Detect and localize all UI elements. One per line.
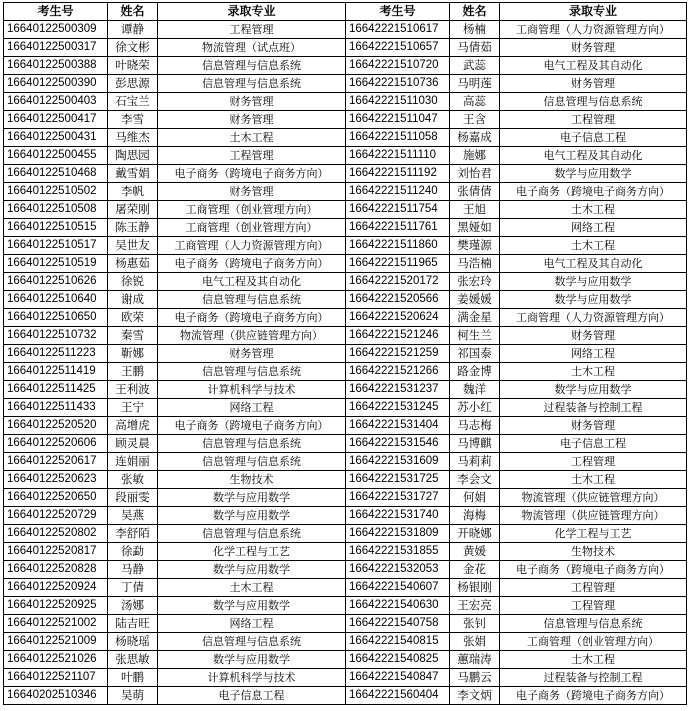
left-student-name-cell: 李帆 <box>108 183 158 201</box>
right-admitted-major-cell: 工程管理 <box>500 579 687 597</box>
left-exam-id-cell: 16640122511425 <box>4 381 108 399</box>
right-student-name-cell: 开晓娜 <box>450 525 500 543</box>
table-row <box>4 561 687 579</box>
table-row <box>4 435 687 453</box>
right-admitted-major-cell: 信息管理与信息系统 <box>500 615 687 633</box>
left-exam-id-cell: 16640122520650 <box>4 489 108 507</box>
left-student-name-cell: 段丽雯 <box>108 489 158 507</box>
table-row <box>4 255 687 273</box>
left-student-name-cell: 谢成 <box>108 291 158 309</box>
right-student-name-cell: 满金星 <box>450 309 500 327</box>
left-exam-id-cell: 16640122511223 <box>4 345 108 363</box>
right-admitted-major-cell: 土木工程 <box>500 651 687 669</box>
left-exam-id-cell: 16640122520828 <box>4 561 108 579</box>
left-student-name-cell: 徐锐 <box>108 273 158 291</box>
left-admitted-major-cell: 工程管理 <box>158 21 346 39</box>
right-student-name-cell: 武蕊 <box>450 57 500 75</box>
right-exam-id-cell: 16642221510657 <box>346 39 450 57</box>
right-admitted-major-cell: 工商管理（创业管理方向） <box>500 633 687 651</box>
left-admitted-major-cell: 信息管理与信息系统 <box>158 435 346 453</box>
left-admitted-major-cell: 信息管理与信息系统 <box>158 363 346 381</box>
left-exam-id-cell: 16640122520924 <box>4 579 108 597</box>
right-student-name-cell: 马鹏云 <box>450 669 500 687</box>
left-exam-id-cell: 16640122500431 <box>4 129 108 147</box>
table-row <box>4 399 687 417</box>
left-admitted-major-cell: 物流管理（试点班） <box>158 39 346 57</box>
left-exam-id-cell: 16640122510626 <box>4 273 108 291</box>
left-exam-id-cell: 16640122510517 <box>4 237 108 255</box>
right-admitted-major-cell: 土木工程 <box>500 363 687 381</box>
right-exam-id-cell: 16642221531404 <box>346 417 450 435</box>
table-row <box>4 309 687 327</box>
left-exam-id-cell: 16640122520925 <box>4 597 108 615</box>
header-name-left: 姓名 <box>108 3 158 21</box>
right-admitted-major-cell: 过程装备与控制工程 <box>500 399 687 417</box>
left-admitted-major-cell: 财务管理 <box>158 93 346 111</box>
right-student-name-cell: 王旭 <box>450 201 500 219</box>
table-row <box>4 579 687 597</box>
right-exam-id-cell: 16642221540847 <box>346 669 450 687</box>
right-student-name-cell: 魏洋 <box>450 381 500 399</box>
left-student-name-cell: 丁倩 <box>108 579 158 597</box>
right-admitted-major-cell: 物流管理（供应链管理方向） <box>500 489 687 507</box>
right-student-name-cell: 柯生兰 <box>450 327 500 345</box>
left-exam-id-cell: 16640122510502 <box>4 183 108 201</box>
right-student-name-cell: 张娟 <box>450 633 500 651</box>
left-student-name-cell: 吴燕 <box>108 507 158 525</box>
left-student-name-cell: 陶思园 <box>108 147 158 165</box>
right-student-name-cell: 张倩倩 <box>450 183 500 201</box>
right-admitted-major-cell: 土木工程 <box>500 237 687 255</box>
left-student-name-cell: 连娟丽 <box>108 453 158 471</box>
left-student-name-cell: 高增虎 <box>108 417 158 435</box>
left-student-name-cell: 屠荣刚 <box>108 201 158 219</box>
left-student-name-cell: 彭思源 <box>108 75 158 93</box>
right-admitted-major-cell: 电气工程及其自动化 <box>500 147 687 165</box>
table-row <box>4 669 687 687</box>
table-row <box>4 687 687 705</box>
right-exam-id-cell: 16642221540607 <box>346 579 450 597</box>
left-admitted-major-cell: 信息管理与信息系统 <box>158 57 346 75</box>
right-admitted-major-cell: 电子信息工程 <box>500 129 687 147</box>
right-admitted-major-cell: 数学与应用数学 <box>500 273 687 291</box>
table-row <box>4 651 687 669</box>
left-student-name-cell: 秦雪 <box>108 327 158 345</box>
left-student-name-cell: 徐勐 <box>108 543 158 561</box>
right-student-name-cell: 张钊 <box>450 615 500 633</box>
left-student-name-cell: 马静 <box>108 561 158 579</box>
header-row <box>4 3 687 21</box>
table-row <box>4 39 687 57</box>
right-student-name-cell: 高蕊 <box>450 93 500 111</box>
left-exam-id-cell: 16640122521009 <box>4 633 108 651</box>
right-admitted-major-cell: 电子商务（跨境电子商务方向） <box>500 687 687 705</box>
left-admitted-major-cell: 数学与应用数学 <box>158 597 346 615</box>
right-admitted-major-cell: 工商管理（人力资源管理方向） <box>500 21 687 39</box>
right-student-name-cell: 祁国泰 <box>450 345 500 363</box>
right-student-name-cell: 杨嘉成 <box>450 129 500 147</box>
left-student-name-cell: 吴萌 <box>108 687 158 705</box>
right-admitted-major-cell: 工程管理 <box>500 453 687 471</box>
left-admitted-major-cell: 工程管理 <box>158 147 346 165</box>
left-student-name-cell: 石宝兰 <box>108 93 158 111</box>
right-exam-id-cell: 16642221511047 <box>346 111 450 129</box>
left-student-name-cell: 戴雪娟 <box>108 165 158 183</box>
left-exam-id-cell: 16640122500455 <box>4 147 108 165</box>
right-student-name-cell: 王含 <box>450 111 500 129</box>
left-exam-id-cell: 16640122500417 <box>4 111 108 129</box>
right-student-name-cell: 蕙瑞涛 <box>450 651 500 669</box>
right-student-name-cell: 黄媛 <box>450 543 500 561</box>
right-admitted-major-cell: 物流管理（供应链管理方向） <box>500 507 687 525</box>
table-row <box>4 219 687 237</box>
table-row <box>4 237 687 255</box>
left-student-name-cell: 吴世友 <box>108 237 158 255</box>
right-student-name-cell: 马博麒 <box>450 435 500 453</box>
table-row <box>4 111 687 129</box>
left-admitted-major-cell: 数学与应用数学 <box>158 489 346 507</box>
left-admitted-major-cell: 财务管理 <box>158 345 346 363</box>
left-admitted-major-cell: 工商管理（创业管理方向） <box>158 219 346 237</box>
left-admitted-major-cell: 生物技术 <box>158 471 346 489</box>
left-exam-id-cell: 16640122520623 <box>4 471 108 489</box>
right-student-name-cell: 苏小红 <box>450 399 500 417</box>
left-admitted-major-cell: 信息管理与信息系统 <box>158 633 346 651</box>
left-exam-id-cell: 16640122521107 <box>4 669 108 687</box>
table-row <box>4 129 687 147</box>
right-admitted-major-cell: 财务管理 <box>500 39 687 57</box>
left-student-name-cell: 王宁 <box>108 399 158 417</box>
table-row <box>4 525 687 543</box>
right-exam-id-cell: 16642221511240 <box>346 183 450 201</box>
right-exam-id-cell: 16642221531245 <box>346 399 450 417</box>
left-exam-id-cell: 16640122510640 <box>4 291 108 309</box>
right-admitted-major-cell: 网络工程 <box>500 219 687 237</box>
left-exam-id-cell: 16640122521026 <box>4 651 108 669</box>
left-student-name-cell: 王利波 <box>108 381 158 399</box>
right-student-name-cell: 路金博 <box>450 363 500 381</box>
left-student-name-cell: 陈玉静 <box>108 219 158 237</box>
table-row <box>4 93 687 111</box>
table-row <box>4 183 687 201</box>
right-exam-id-cell: 16642221511965 <box>346 255 450 273</box>
left-admitted-major-cell: 工商管理（人力资源管理方向） <box>158 237 346 255</box>
right-student-name-cell: 海梅 <box>450 507 500 525</box>
header-major-right: 录取专业 <box>500 3 687 21</box>
left-exam-id-cell: 16640122520729 <box>4 507 108 525</box>
right-exam-id-cell: 16642221511192 <box>346 165 450 183</box>
left-admitted-major-cell: 数学与应用数学 <box>158 561 346 579</box>
right-exam-id-cell: 16642221511860 <box>346 237 450 255</box>
table-row <box>4 291 687 309</box>
right-exam-id-cell: 16642221520172 <box>346 273 450 291</box>
right-exam-id-cell: 16642221520624 <box>346 309 450 327</box>
left-student-name-cell: 叶鹏 <box>108 669 158 687</box>
header-major-left: 录取专业 <box>158 3 346 21</box>
right-student-name-cell: 姜媛媛 <box>450 291 500 309</box>
right-exam-id-cell: 16642221540630 <box>346 597 450 615</box>
table-row <box>4 417 687 435</box>
right-admitted-major-cell: 电气工程及其自动化 <box>500 57 687 75</box>
table-row <box>4 363 687 381</box>
table-row <box>4 453 687 471</box>
right-admitted-major-cell: 化学工程与工艺 <box>500 525 687 543</box>
right-student-name-cell: 李会文 <box>450 471 500 489</box>
right-student-name-cell: 何娟 <box>450 489 500 507</box>
right-exam-id-cell: 16642221540825 <box>346 651 450 669</box>
left-exam-id-cell: 16640122511419 <box>4 363 108 381</box>
right-exam-id-cell: 16642221532053 <box>346 561 450 579</box>
left-admitted-major-cell: 信息管理与信息系统 <box>158 525 346 543</box>
right-exam-id-cell: 16642221531740 <box>346 507 450 525</box>
right-admitted-major-cell: 电气工程及其自动化 <box>500 255 687 273</box>
right-admitted-major-cell: 财务管理 <box>500 327 687 345</box>
table-row <box>4 489 687 507</box>
table-row <box>4 201 687 219</box>
left-student-name-cell: 陆吉旺 <box>108 615 158 633</box>
right-admitted-major-cell: 数学与应用数学 <box>500 165 687 183</box>
right-student-name-cell: 张宏玲 <box>450 273 500 291</box>
right-exam-id-cell: 16642221531237 <box>346 381 450 399</box>
right-admitted-major-cell: 工程管理 <box>500 597 687 615</box>
right-exam-id-cell: 16642221531727 <box>346 489 450 507</box>
left-admitted-major-cell: 财务管理 <box>158 183 346 201</box>
table-row <box>4 345 687 363</box>
left-exam-id-cell: 16640122521002 <box>4 615 108 633</box>
left-exam-id-cell: 16640122520606 <box>4 435 108 453</box>
right-exam-id-cell: 16642221511761 <box>346 219 450 237</box>
table-row <box>4 381 687 399</box>
header-name-right: 姓名 <box>450 3 500 21</box>
right-exam-id-cell: 16642221511110 <box>346 147 450 165</box>
right-admitted-major-cell: 土木工程 <box>500 201 687 219</box>
right-exam-id-cell: 16642221531546 <box>346 435 450 453</box>
right-student-name-cell: 马明莲 <box>450 75 500 93</box>
left-student-name-cell: 欧荣 <box>108 309 158 327</box>
header-exam-id-right: 考生号 <box>346 3 450 21</box>
left-admitted-major-cell: 财务管理 <box>158 111 346 129</box>
right-admitted-major-cell: 电子商务（跨境电子商务方向） <box>500 561 687 579</box>
left-exam-id-cell: 16640122520520 <box>4 417 108 435</box>
right-admitted-major-cell: 信息管理与信息系统 <box>500 93 687 111</box>
right-student-name-cell: 马倩茹 <box>450 39 500 57</box>
right-student-name-cell: 刘怡君 <box>450 165 500 183</box>
right-exam-id-cell: 16642221531609 <box>346 453 450 471</box>
right-exam-id-cell: 16642221511754 <box>346 201 450 219</box>
right-admitted-major-cell: 电子商务（跨境电子商务方向） <box>500 183 687 201</box>
left-admitted-major-cell: 计算机科学与技术 <box>158 381 346 399</box>
right-student-name-cell: 王宏亮 <box>450 597 500 615</box>
right-exam-id-cell: 16642221540815 <box>346 633 450 651</box>
right-exam-id-cell: 16642221510736 <box>346 75 450 93</box>
left-student-name-cell: 李雪 <box>108 111 158 129</box>
left-admitted-major-cell: 物流管理（供应链管理方向） <box>158 327 346 345</box>
right-admitted-major-cell: 网络工程 <box>500 345 687 363</box>
table-row <box>4 165 687 183</box>
left-exam-id-cell: 16640122511433 <box>4 399 108 417</box>
left-admitted-major-cell: 电子商务（跨境电子商务方向） <box>158 309 346 327</box>
left-student-name-cell: 杨晓瑶 <box>108 633 158 651</box>
right-student-name-cell: 施娜 <box>450 147 500 165</box>
right-student-name-cell: 马浩楠 <box>450 255 500 273</box>
right-student-name-cell: 杨楠 <box>450 21 500 39</box>
table-row <box>4 615 687 633</box>
right-exam-id-cell: 16642221540758 <box>346 615 450 633</box>
right-exam-id-cell: 16642221531725 <box>346 471 450 489</box>
left-student-name-cell: 王鹏 <box>108 363 158 381</box>
left-exam-id-cell: 16640122510468 <box>4 165 108 183</box>
header-exam-id-left: 考生号 <box>4 3 108 21</box>
left-exam-id-cell: 16640122500390 <box>4 75 108 93</box>
left-student-name-cell: 张思敏 <box>108 651 158 669</box>
right-student-name-cell: 金花 <box>450 561 500 579</box>
right-admitted-major-cell: 电子信息工程 <box>500 435 687 453</box>
right-exam-id-cell: 16642221510720 <box>346 57 450 75</box>
left-exam-id-cell: 16640122510519 <box>4 255 108 273</box>
left-student-name-cell: 顾灵晨 <box>108 435 158 453</box>
right-admitted-major-cell: 数学与应用数学 <box>500 291 687 309</box>
right-exam-id-cell: 16642221531809 <box>346 525 450 543</box>
right-exam-id-cell: 16642221511030 <box>346 93 450 111</box>
left-admitted-major-cell: 信息管理与信息系统 <box>158 291 346 309</box>
right-admitted-major-cell: 工商管理（人力资源管理方向） <box>500 309 687 327</box>
left-exam-id-cell: 16640122510650 <box>4 309 108 327</box>
right-exam-id-cell: 16642221521246 <box>346 327 450 345</box>
table-row <box>4 543 687 561</box>
left-admitted-major-cell: 计算机科学与技术 <box>158 669 346 687</box>
right-student-name-cell: 马莉莉 <box>450 453 500 471</box>
left-exam-id-cell: 16640122500388 <box>4 57 108 75</box>
left-student-name-cell: 李舒陌 <box>108 525 158 543</box>
left-student-name-cell: 汤娜 <box>108 597 158 615</box>
left-admitted-major-cell: 电子商务（跨境电子商务方向） <box>158 255 346 273</box>
left-student-name-cell: 徐文彬 <box>108 39 158 57</box>
right-admitted-major-cell: 土木工程 <box>500 471 687 489</box>
left-admitted-major-cell: 土木工程 <box>158 129 346 147</box>
table-row <box>4 147 687 165</box>
left-admitted-major-cell: 数学与应用数学 <box>158 507 346 525</box>
left-exam-id-cell: 16640122520802 <box>4 525 108 543</box>
left-exam-id-cell: 16640122510508 <box>4 201 108 219</box>
right-exam-id-cell: 16642221520566 <box>346 291 450 309</box>
left-admitted-major-cell: 信息管理与信息系统 <box>158 453 346 471</box>
left-student-name-cell: 杨惠茹 <box>108 255 158 273</box>
left-student-name-cell: 张敏 <box>108 471 158 489</box>
left-exam-id-cell: 16640202510346 <box>4 687 108 705</box>
right-admitted-major-cell: 财务管理 <box>500 75 687 93</box>
table-row <box>4 327 687 345</box>
table-row <box>4 633 687 651</box>
left-exam-id-cell: 16640122520617 <box>4 453 108 471</box>
left-exam-id-cell: 16640122510732 <box>4 327 108 345</box>
table-row <box>4 75 687 93</box>
admission-table <box>3 2 687 705</box>
left-admitted-major-cell: 电子商务（跨境电子商务方向） <box>158 417 346 435</box>
right-admitted-major-cell: 工程管理 <box>500 111 687 129</box>
left-exam-id-cell: 16640122520817 <box>4 543 108 561</box>
right-exam-id-cell: 16642221511058 <box>346 129 450 147</box>
left-exam-id-cell: 16640122500403 <box>4 93 108 111</box>
table-row <box>4 273 687 291</box>
table-row <box>4 21 687 39</box>
right-student-name-cell: 杨银刚 <box>450 579 500 597</box>
left-student-name-cell: 靳娜 <box>108 345 158 363</box>
left-student-name-cell: 叶晓荣 <box>108 57 158 75</box>
right-admitted-major-cell: 财务管理 <box>500 417 687 435</box>
right-student-name-cell: 樊瑾源 <box>450 237 500 255</box>
left-admitted-major-cell: 化学工程与工艺 <box>158 543 346 561</box>
left-admitted-major-cell: 网络工程 <box>158 615 346 633</box>
left-exam-id-cell: 16640122500309 <box>4 21 108 39</box>
right-exam-id-cell: 16642221531855 <box>346 543 450 561</box>
table-row <box>4 471 687 489</box>
right-exam-id-cell: 16642221521266 <box>346 363 450 381</box>
right-student-name-cell: 黑娅如 <box>450 219 500 237</box>
right-admitted-major-cell: 过程装备与控制工程 <box>500 669 687 687</box>
left-admitted-major-cell: 工商管理（创业管理方向） <box>158 201 346 219</box>
left-admitted-major-cell: 电气工程及其自动化 <box>158 273 346 291</box>
right-admitted-major-cell: 生物技术 <box>500 543 687 561</box>
left-admitted-major-cell: 网络工程 <box>158 399 346 417</box>
left-student-name-cell: 谭静 <box>108 21 158 39</box>
right-student-name-cell: 马志梅 <box>450 417 500 435</box>
right-exam-id-cell: 16642221560404 <box>346 687 450 705</box>
left-exam-id-cell: 16640122510515 <box>4 219 108 237</box>
right-admitted-major-cell: 数学与应用数学 <box>500 381 687 399</box>
left-admitted-major-cell: 数学与应用数学 <box>158 651 346 669</box>
left-admitted-major-cell: 电子商务（跨境电子商务方向） <box>158 165 346 183</box>
right-exam-id-cell: 16642221521259 <box>346 345 450 363</box>
left-admitted-major-cell: 土木工程 <box>158 579 346 597</box>
left-admitted-major-cell: 电子信息工程 <box>158 687 346 705</box>
table-row <box>4 507 687 525</box>
left-student-name-cell: 马维杰 <box>108 129 158 147</box>
left-exam-id-cell: 16640122500317 <box>4 39 108 57</box>
left-admitted-major-cell: 信息管理与信息系统 <box>158 75 346 93</box>
table-row <box>4 597 687 615</box>
right-student-name-cell: 李文炳 <box>450 687 500 705</box>
right-exam-id-cell: 16642221510617 <box>346 21 450 39</box>
table-row <box>4 57 687 75</box>
